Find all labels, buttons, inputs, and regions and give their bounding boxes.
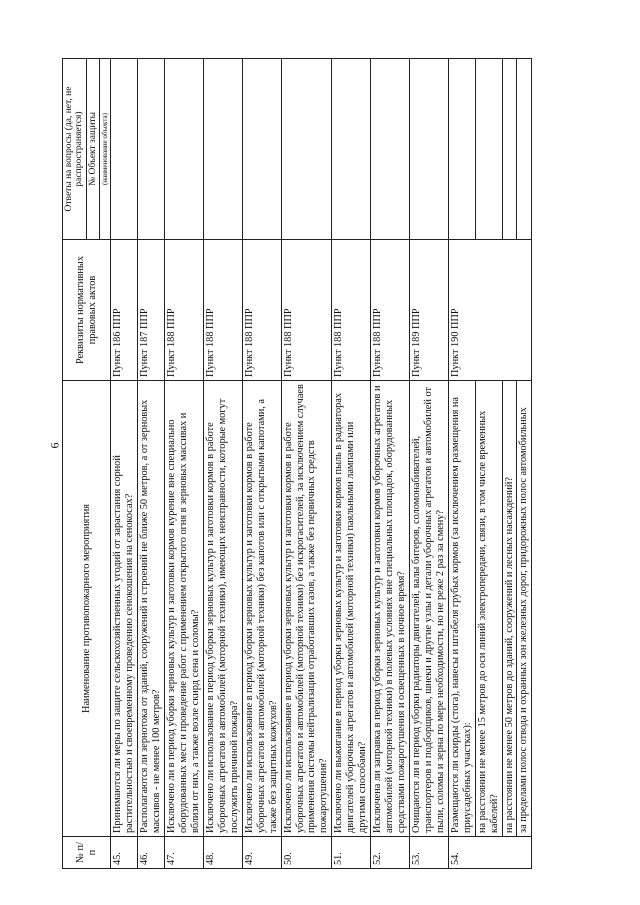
measure-subtext: за пределами полос отвода и охранных зон железных дорог, придорожных полос автомобильных	[517, 381, 532, 837]
answer-cell[interactable]	[138, 59, 165, 240]
measure-text: Располагаются ли зернотока от зданий, сооружений и строений не ближе 50 метров, а от зерновых массивов - не менее 100 метров?	[138, 381, 165, 837]
table-row	[138, 59, 165, 869]
answer-cell[interactable]	[517, 59, 532, 240]
row-number: 54.	[448, 837, 532, 869]
table-row	[203, 59, 242, 869]
table-row	[448, 59, 475, 869]
header-num: № п/п	[63, 837, 111, 869]
row-number: 45.	[111, 837, 138, 869]
legal-act: Пункт 186 ППР	[111, 240, 138, 381]
measure-subtext: на расстоянии не менее 50 метров до зданий, сооружений и лесных насаждений?	[502, 381, 517, 837]
legal-act: Пункт 189 ППР	[409, 240, 448, 381]
measure-text: Исключено ли использование в период уборки зерновых культур и заготовки кормов в работе уборочных агрегатов и автомобилей (моторной техники), имеющих неисправности, которые могут послужить причиной пожара?	[203, 381, 242, 837]
legal-act: Пункт 188 ППР	[332, 240, 371, 381]
legal-act: Пункт 188 ППР	[165, 240, 204, 381]
row-number: 52.	[371, 837, 410, 869]
answer-cell[interactable]	[111, 59, 138, 240]
answer-cell[interactable]	[203, 59, 242, 240]
row-number: 46.	[138, 837, 165, 869]
table-subrow	[475, 59, 502, 869]
answer-cell[interactable]	[371, 59, 410, 240]
header-acts: Реквизиты нормативных правовых актов	[63, 240, 111, 381]
answer-cell[interactable]	[475, 59, 502, 240]
measure-text: Очищаются ли в период уборки радиаторы двигателей, валы битеров, соломонабивателей, транспортеров и подборщиков, шнеки и другие узлы и детали уборочных агрегатов и автомобилей от пыли, соломы и зерна по мере необходимости, но не реже 2 раз за смену?	[409, 381, 448, 837]
measure-text: Принимаются ли меры по защите сельскохозяйственных угодий от зарастания сорной растительностью и своевременному проведению сенокошения на сенокосах?	[111, 381, 138, 837]
answer-cell[interactable]	[409, 59, 448, 240]
table-row	[371, 59, 410, 869]
legal-act: Пункт 188 ППР	[371, 240, 410, 381]
row-number: 50.	[281, 837, 332, 869]
fire-safety-checklist-table	[62, 58, 532, 869]
legal-act: Пункт 187 ППР	[138, 240, 165, 381]
table-row	[165, 59, 204, 869]
row-number: 47.	[165, 837, 204, 869]
measure-text: Исключено ли использование в период уборки зерновых культур и заготовки кормов в работе уборочных агрегатов и автомобилей (моторной техники) без искрогасителей, за исключением случаев применения системы нейтрализации отработавших газов, а также без первичных средств пожаротушения?	[281, 381, 332, 837]
header-object: № Объект защиты	[86, 59, 99, 240]
header-object-sub: (наименование объекта)	[100, 59, 111, 240]
header-answers: Ответы на вопросы (да, нет, не распространяется)	[63, 59, 87, 240]
legal-act: Пункт 188 ППР	[203, 240, 242, 381]
row-number: 48.	[203, 837, 242, 869]
legal-act: Пункт 190 ППР	[448, 240, 532, 381]
table-subrow	[517, 59, 532, 869]
row-number: 53.	[409, 837, 448, 869]
measure-text: Размещаются ли скирды (стога), навесы и штабеля грубых кормов (за исключением размещения на приусадебных участках):	[448, 381, 475, 837]
table-row	[111, 59, 138, 869]
measure-text: Исключено ли использование в период уборки зерновых культур и заготовки кормов в работе уборочных агрегатов и автомобилей (моторной техники) без капотов или с открытыми капотами, а также без защитных кожухов?	[242, 381, 281, 837]
answer-cell[interactable]	[332, 59, 371, 240]
table-row	[242, 59, 281, 869]
answer-cell[interactable]	[502, 59, 517, 240]
answer-cell[interactable]	[448, 59, 475, 240]
answer-cell[interactable]	[165, 59, 204, 240]
answer-cell[interactable]	[242, 59, 281, 240]
page-number: 6	[47, 442, 62, 449]
measure-text: Исключено ли в период уборки зерновых культур и заготовки кормов курение вне специально оборудованных мест и проведение работ с применением открытого огня в зерновых массивах и вблизи от них, а также возле скирд сена и соломы?	[165, 381, 204, 837]
table-row	[281, 59, 332, 869]
measure-text: Исключена ли заправка в период уборки зерновых культур и заготовки кормов уборочных агрегатов и автомобилей (моторной техники) в полевых условиях вне специальных площадок, оборудованных средствами пожаротушения и освещенных в ночное время?	[371, 381, 410, 837]
legal-act: Пункт 188 ППР	[281, 240, 332, 381]
row-number: 49.	[242, 837, 281, 869]
legal-act: Пункт 188 ППР	[242, 240, 281, 381]
checklist-sheet	[62, 59, 580, 869]
table-subrow	[502, 59, 517, 869]
header-row	[63, 59, 87, 869]
measure-subtext: на расстоянии не менее 15 метров до оси линий электропередачи, связи, в том числе временных кабелей?	[475, 381, 502, 837]
measure-text: Исключено ли выжигание в период уборки зерновых культур и заготовки кормов пыль в радиаторах двигателей уборочных агрегатов и автомобилей (моторной техники) паяльными лампами или другими способами?	[332, 381, 371, 837]
answer-cell[interactable]	[281, 59, 332, 240]
table-row	[409, 59, 448, 869]
header-name: Наименование противопожарного мероприятия	[63, 381, 111, 837]
table-row	[332, 59, 371, 869]
row-number: 51.	[332, 837, 371, 869]
